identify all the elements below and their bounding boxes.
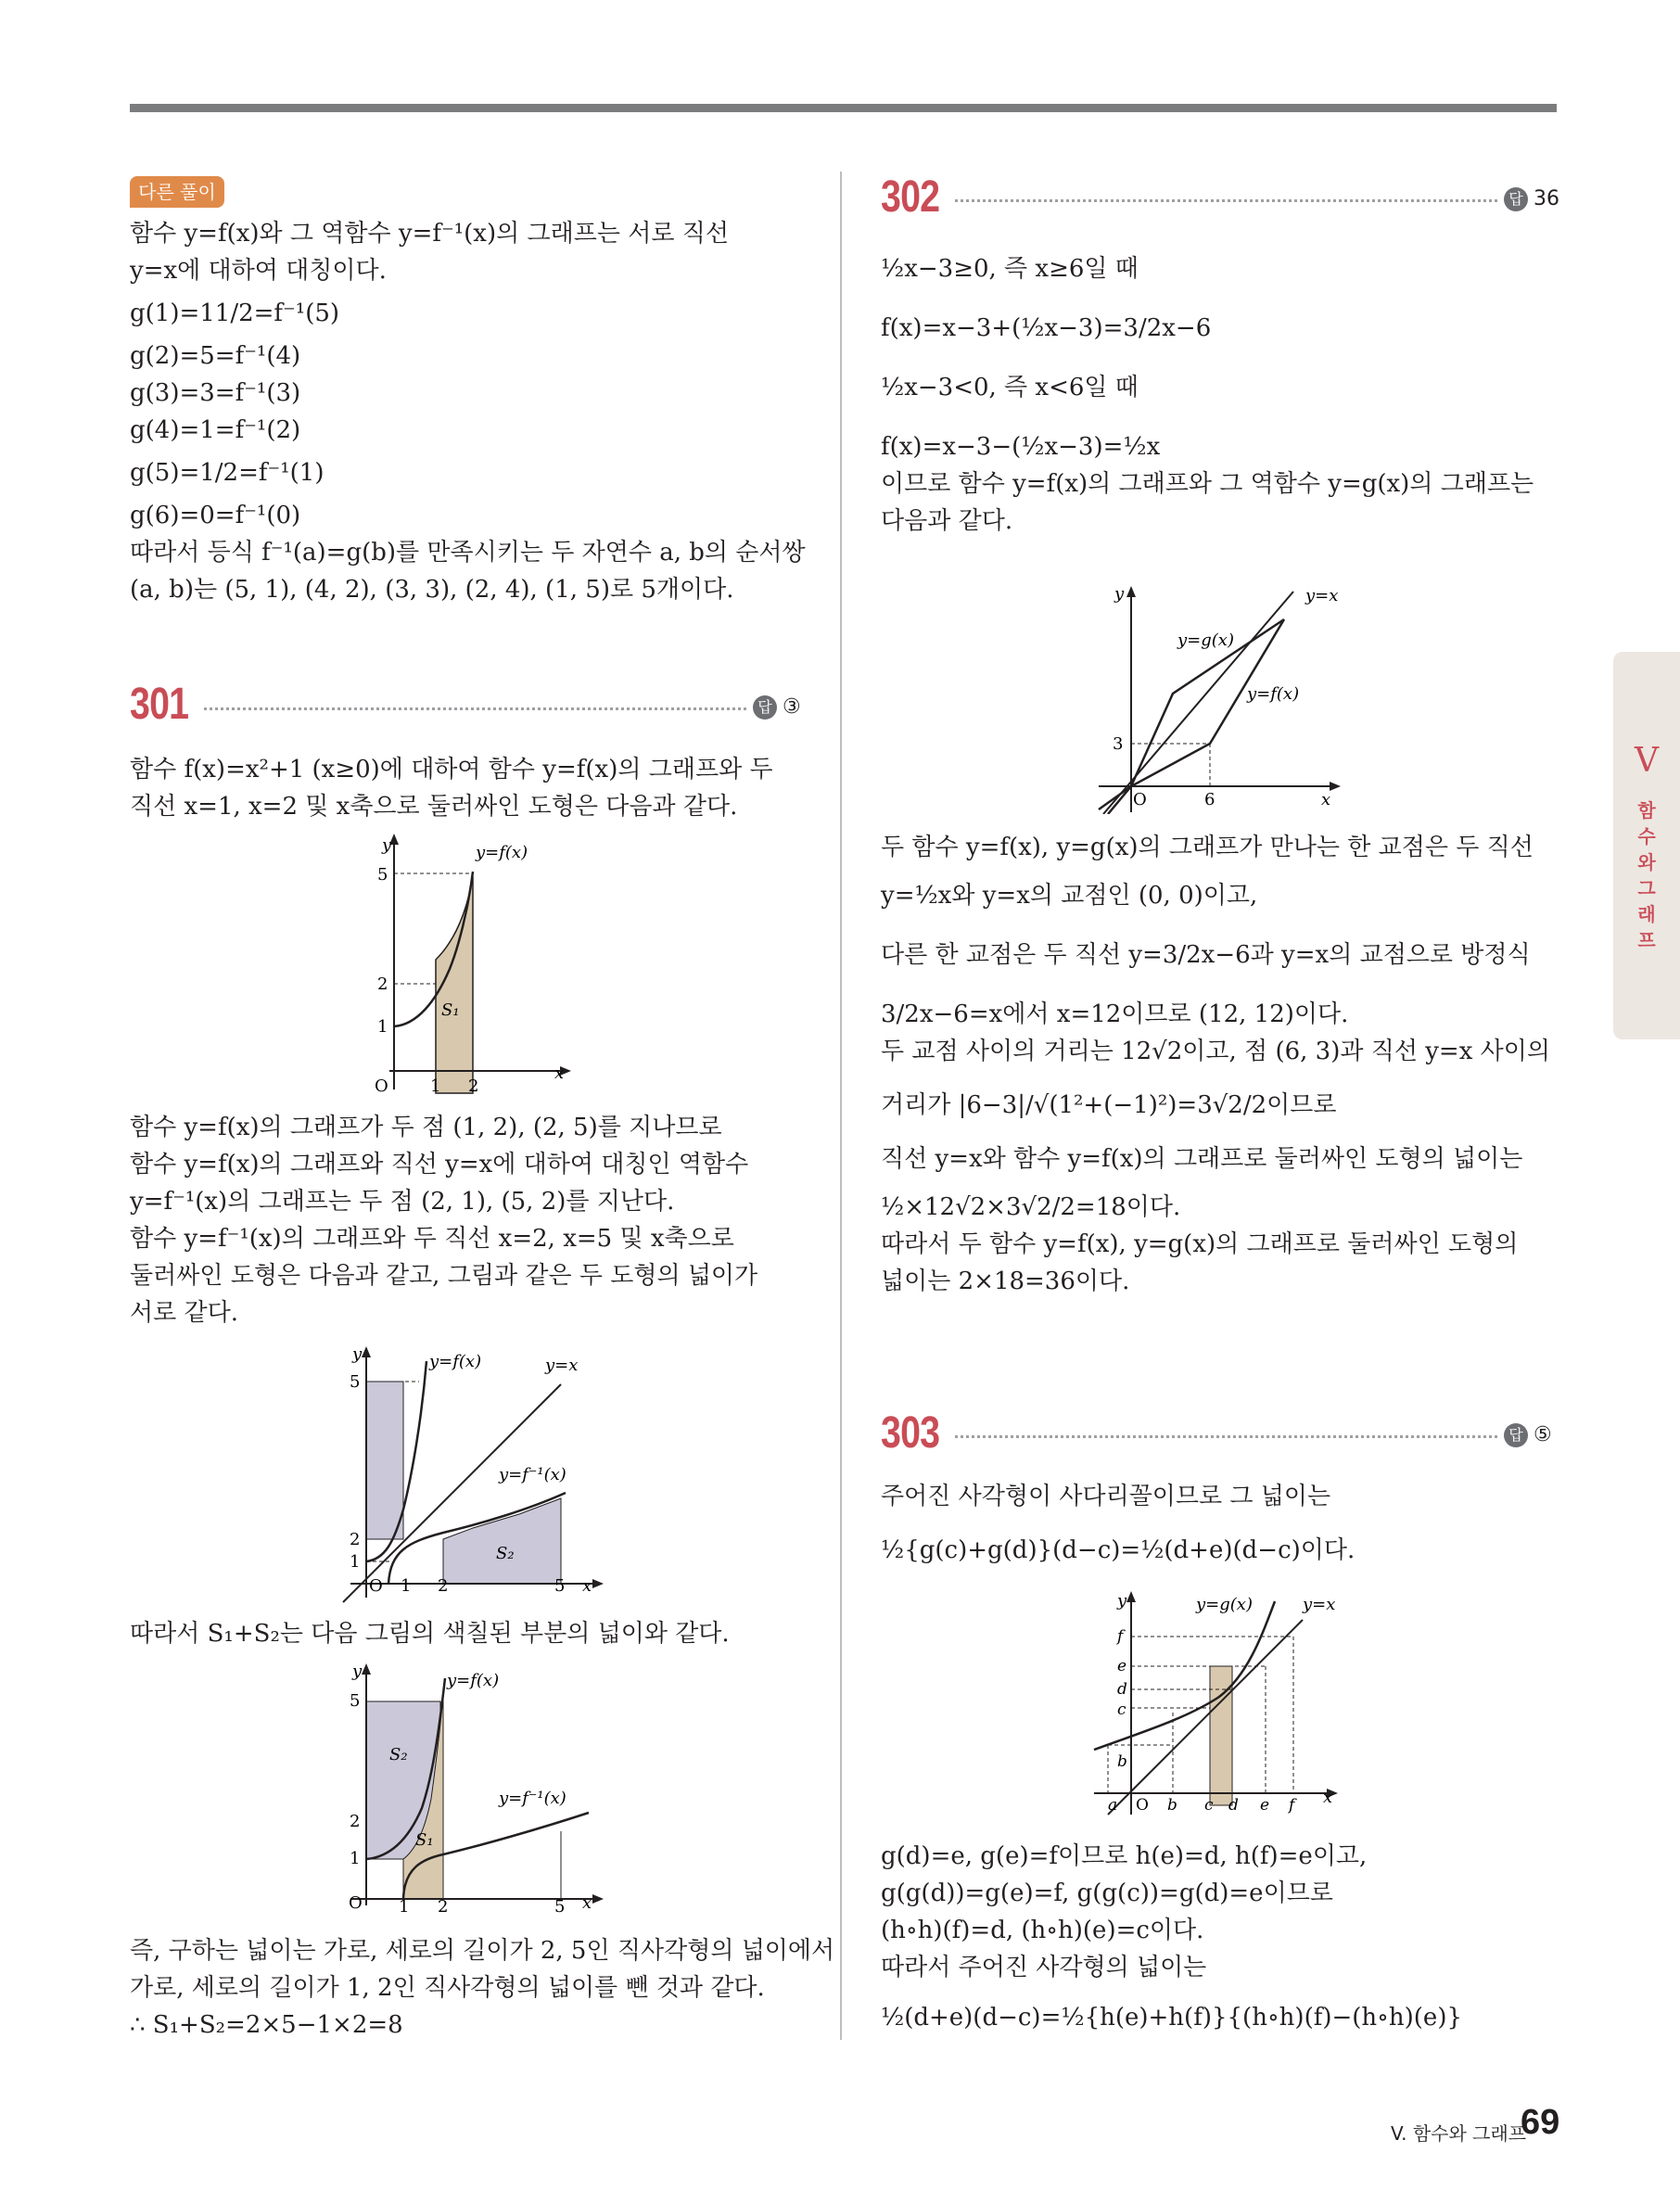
text-line: g(d)=e, g(e)=f이므로 h(e)=d, h(f)=e이고,	[881, 1842, 1368, 1870]
line-y-eq-x	[1108, 1620, 1303, 1815]
tick-label: b	[1117, 1752, 1127, 1771]
y-arrow-icon	[1126, 586, 1136, 597]
problem-number-303: 303	[881, 1408, 940, 1458]
region-label: S₁	[441, 1000, 460, 1020]
text-line: 함수 y=f(x)의 그래프가 두 점 (1, 2), (2, 5)를 지나므로	[130, 1114, 722, 1141]
side-char: 그	[1637, 877, 1656, 899]
tick-label: 2	[350, 1530, 361, 1549]
curve-label: y=f(x)	[1247, 684, 1300, 704]
text-line: (h∘h)(f)=d, (h∘h)(e)=c이다.	[881, 1917, 1204, 1944]
tick-label: 2	[468, 1076, 479, 1094]
axis-label-x: x	[1323, 1788, 1333, 1807]
axis-label-x: x	[1321, 790, 1331, 809]
alt-solution-badge: 다른 풀이	[130, 176, 224, 208]
tick-label: f	[1289, 1796, 1295, 1815]
text-line: 함수 y=f(x)와 그 역함수 y=f⁻¹(x)의 그래프는 서로 직선	[130, 220, 729, 248]
text-line: ½x−3<0, 즉 x<6일 때	[881, 374, 1139, 401]
p302-block-a	[881, 250, 1534, 540]
text-line: 다음과 같다.	[881, 507, 1013, 535]
region-left	[366, 1382, 403, 1539]
answer-mark: 답	[753, 695, 777, 720]
text-line: f(x)=x−3+(½x−3)=3/2x−6	[881, 314, 1212, 342]
text-line: 함수 y=f⁻¹(x)의 그래프와 두 직선 x=2, x=5 및 x축으로	[130, 1225, 734, 1253]
region-s2	[443, 1498, 561, 1584]
curve-label: y=f(x)	[429, 1352, 482, 1371]
text-line: y=x에 대하여 대칭이다.	[130, 257, 387, 285]
axis-label-y: y	[1114, 584, 1125, 604]
text-line: 서로 같다.	[130, 1299, 238, 1327]
leader-dots	[955, 1435, 1497, 1438]
origin-label: O	[375, 1076, 388, 1094]
page-number: 69	[1521, 2103, 1560, 2142]
tick-label: c	[1204, 1796, 1214, 1815]
text-line: 함수 y=f(x)의 그래프와 직선 y=x에 대하여 대칭인 역함수	[130, 1151, 749, 1178]
text-line: 주어진 사각형이 사다리꼴이므로 그 넓이는	[881, 1483, 1331, 1510]
problem-number-302: 302	[881, 172, 940, 222]
side-char: 와	[1637, 851, 1656, 873]
text-line: 따라서 등식 f⁻¹(a)=g(b)를 만족시키는 두 자연수 a, b의 순서쌍	[130, 539, 806, 567]
p301-mid2	[130, 1615, 730, 1652]
leader-dots	[955, 199, 1497, 202]
text-line: 함수 f(x)=x²+1 (x≥0)에 대하여 함수 y=f(x)의 그래프와 두	[130, 756, 773, 783]
side-char: 프	[1637, 929, 1656, 951]
curve-label: y=x	[1305, 586, 1339, 605]
text-line: g(5)=1/2=f⁻¹(1)	[130, 459, 325, 487]
text-line: 직선 x=1, x=2 및 x축으로 둘러싸인 도형은 다음과 같다.	[130, 793, 738, 821]
origin-label: O	[349, 1893, 363, 1913]
tick-label: e	[1117, 1657, 1127, 1675]
region-label: S₂	[496, 1544, 515, 1563]
tick-label: 5	[377, 865, 388, 885]
text-line: ½{g(c)+g(d)}(d−c)=½(d+e)(d−c)이다.	[881, 1536, 1355, 1564]
origin-label: O	[369, 1576, 383, 1596]
tick-label: 2	[377, 974, 388, 994]
answer-value: ③	[783, 695, 801, 719]
text-line: 즉, 구하는 넓이는 가로, 세로의 길이가 2, 5인 직사각형의 넓이에서	[130, 1937, 835, 1965]
text-line: g(4)=1=f⁻¹(2)	[130, 416, 301, 444]
answer-303	[1504, 1423, 1552, 1447]
y-arrow-icon	[362, 1663, 371, 1675]
text-line: ½(d+e)(d−c)=½{h(e)+h(f)}{(h∘h)(f)−(h∘h)(e)}	[881, 2004, 1463, 2032]
p302-block-b	[881, 829, 1550, 1300]
text-line: 이므로 함수 y=f(x)의 그래프와 그 역함수 y=g(x)의 그래프는	[881, 470, 1534, 498]
graph-302	[1085, 582, 1354, 814]
text-line: ∴ S₁+S₂=2×5−1×2=8	[130, 2011, 403, 2039]
graph-301-b	[334, 1343, 612, 1604]
curve-label: y=x	[1303, 1595, 1336, 1614]
tick-label: a	[1108, 1796, 1118, 1815]
axis-label-x: x	[582, 1893, 592, 1913]
text-line: (a, b)는 (5, 1), (4, 2), (3, 3), (2, 4), (1, 5)로 5개이다.	[130, 576, 734, 604]
text-line: g(3)=3=f⁻¹(3)	[130, 379, 301, 407]
curve-label: y=f⁻¹(x)	[499, 1465, 566, 1484]
tick-label: 1	[430, 1076, 441, 1094]
y-arrow-icon	[362, 1346, 371, 1357]
text-line: 넓이는 2×18=36이다.	[881, 1267, 1130, 1295]
text-line: y=½x와 y=x의 교점인 (0, 0)이고,	[881, 882, 1258, 910]
chapter-title-vertical	[1613, 797, 1680, 953]
tick-label: c	[1117, 1701, 1126, 1719]
text-line: 거리가 |6−3|/√(1²+(−1)²)=3√2/2이므로	[881, 1091, 1337, 1119]
tick-label: 5	[554, 1897, 566, 1915]
p301-end	[130, 1932, 834, 2044]
region-label: S₂	[389, 1745, 408, 1764]
curve-label: y=x	[545, 1356, 579, 1375]
text-line: 두 함수 y=f(x), y=g(x)의 그래프가 만나는 한 교점은 두 직선	[881, 834, 1534, 861]
text-line: ½×12√2×3√2/2=18이다.	[881, 1193, 1181, 1221]
tick-label: d	[1117, 1680, 1127, 1699]
side-char: 수	[1637, 825, 1656, 847]
axis-label-y: y	[352, 1344, 363, 1364]
answer-value: ⑤	[1534, 1423, 1552, 1446]
text-line: y=f⁻¹(x)의 그래프는 두 점 (2, 1), (5, 2)를 지난다.	[130, 1188, 675, 1216]
p301-intro	[130, 751, 773, 825]
graph-301-c	[334, 1660, 612, 1915]
column-divider	[840, 172, 842, 2040]
axis-label-y: y	[1117, 1591, 1127, 1611]
axis-label-x: x	[582, 1576, 592, 1596]
tick-label: d	[1228, 1796, 1239, 1815]
tick-label: 1	[350, 1552, 361, 1572]
curve-label: y=g(x)	[1177, 631, 1234, 650]
text-line: 따라서 두 함수 y=f(x), y=g(x)의 그래프로 둘러싸인 도형의	[881, 1230, 1519, 1258]
x-arrow-icon	[592, 1579, 604, 1588]
tick-label: 5	[350, 1372, 361, 1392]
alt-solution-block	[130, 215, 806, 608]
p303-block-b	[881, 1838, 1462, 2036]
x-arrow-icon	[1330, 782, 1341, 791]
curve-label: y=f(x)	[447, 1671, 500, 1690]
text-line: g(1)=11/2=f⁻¹(5)	[130, 299, 340, 327]
tick-label: 2	[438, 1576, 449, 1596]
text-line: 따라서 주어진 사각형의 넓이는	[881, 1954, 1207, 1981]
text-line: 직선 y=x와 함수 y=f(x)의 그래프로 둘러싸인 도형의 넓이는	[881, 1145, 1523, 1173]
tick-label: 2	[438, 1897, 449, 1915]
text-line: g(6)=0=f⁻¹(0)	[130, 502, 301, 529]
tick-label: 5	[350, 1691, 361, 1711]
tick-label: b	[1167, 1796, 1177, 1815]
text-line: 3/2x−6=x에서 x=12이므로 (12, 12)이다.	[881, 1000, 1349, 1028]
origin-label: O	[1136, 1796, 1149, 1815]
text-line: ½x−3≥0, 즉 x≥6일 때	[881, 255, 1139, 283]
answer-mark: 답	[1504, 187, 1528, 211]
tick-label: 1	[377, 1017, 388, 1037]
text-line: f(x)=x−3−(½x−3)=½x	[881, 433, 1161, 461]
p301-middle	[130, 1109, 757, 1331]
tick-label: 1	[401, 1576, 412, 1596]
text-line: 따라서 S₁+S₂는 다음 그림의 색칠된 부분의 넓이와 같다.	[130, 1620, 730, 1648]
answer-value: 36	[1534, 187, 1559, 210]
text-line: 둘러싸인 도형은 다음과 같고, 그림과 같은 두 도형의 넓이가	[130, 1262, 758, 1290]
leader-dots	[204, 707, 746, 710]
graph-301-a	[352, 830, 584, 1094]
tick-label: 5	[554, 1576, 566, 1596]
tick-label: f	[1117, 1627, 1124, 1646]
answer-301	[753, 695, 801, 720]
side-char: 래	[1637, 903, 1656, 925]
text-line: g(g(d))=g(e)=f, g(g(c))=g(d)=e이므로	[881, 1879, 1333, 1907]
p303-block-a	[881, 1478, 1355, 1569]
text-line: 가로, 세로의 길이가 1, 2인 직사각형의 넓이를 뺀 것과 같다.	[130, 1974, 765, 2002]
text-line: 다른 한 교점은 두 직선 y=3/2x−6과 y=x의 교점으로 방정식	[881, 941, 1531, 969]
tick-label: 1	[399, 1897, 410, 1915]
tick-label: 3	[1113, 734, 1124, 754]
curve-label: y=f(x)	[476, 843, 528, 862]
footer-chapter: V. 함수와 그래프	[1391, 2122, 1527, 2145]
tick-label: 1	[350, 1849, 361, 1868]
axis-label-y: y	[352, 1662, 363, 1681]
curve-label: y=g(x)	[1196, 1595, 1253, 1614]
text-line: g(2)=5=f⁻¹(4)	[130, 342, 301, 370]
x-arrow-icon	[592, 1894, 604, 1904]
answer-mark: 답	[1504, 1423, 1528, 1447]
axis-label-y: y	[382, 835, 392, 855]
tick-label: 2	[350, 1812, 361, 1831]
y-arrow-icon	[1126, 1591, 1136, 1602]
tick-label: e	[1260, 1796, 1270, 1815]
problem-number-301: 301	[130, 680, 189, 729]
answer-302	[1504, 187, 1559, 211]
tick-label: 6	[1204, 790, 1215, 809]
region-label: S₁	[415, 1830, 434, 1850]
chapter-roman: V	[1635, 742, 1659, 780]
top-rule	[130, 104, 1557, 112]
origin-label: O	[1133, 790, 1147, 809]
text-line: 두 교점 사이의 거리는 12√2이고, 점 (6, 3)과 직선 y=x 사이의	[881, 1038, 1550, 1065]
axis-label-x: x	[554, 1064, 565, 1083]
side-char: 함	[1637, 799, 1656, 822]
graph-303	[1089, 1587, 1349, 1819]
curve-label: y=f⁻¹(x)	[499, 1789, 566, 1808]
